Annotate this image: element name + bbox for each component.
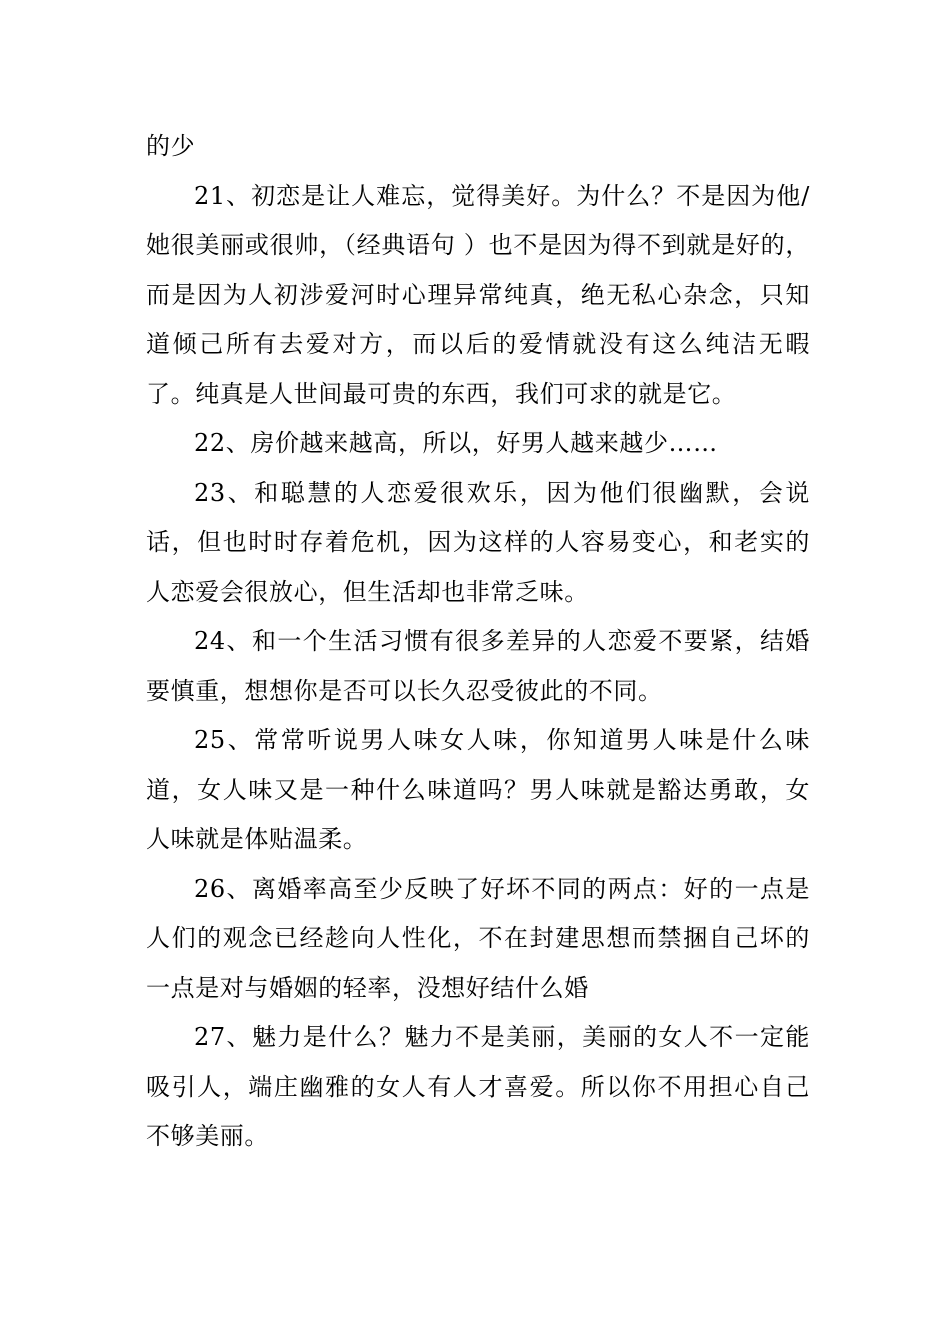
- paragraph-continuation: 的少: [146, 132, 196, 160]
- paragraph-26: 26、离婚率高至少反映了好坏不同的两点：好的一点是人们的观念已经趁向人性化，不在封建思想而禁捆自己坏的一点是对与婚姻的轻率，没想好结什么婚: [146, 874, 810, 1002]
- paragraph-25: 25、常常听说男人味女人味，你知道男人味是什么味道，女人味又是一种什么味道吗？男人味就是豁达勇敢，女人味就是体贴温柔。: [146, 726, 810, 853]
- paragraph-23: 23、和聪慧的人恋爱很欢乐，因为他们很幽默，会说话，但也时时存着危机，因为这样的人容易变心，和老实的人恋爱会很放心，但生活却也非常乏味。: [146, 478, 810, 606]
- paragraph-22: 22、房价越来越高，所以，好男人越来越少……: [194, 429, 718, 457]
- paragraph-27: 27、魅力是什么？魅力不是美丽，美丽的女人不一定能吸引人，端庄幽雅的女人有人才喜爱。所以你不用担心自己不够美丽。: [146, 1023, 810, 1150]
- body-text: [146, 122, 810, 1162]
- paragraph-24: 24、和一个生活习惯有很多差异的人恋爱不要紧，结婚要慎重，想想你是否可以长久忍受彼此的不同。: [146, 627, 810, 705]
- paragraph-21: 21、初恋是让人难忘，觉得美好。为什么？不是因为他/她很美丽或很帅，（经典语句 ）也不是因为得不到就是好的，而是因为人初涉爱河时心理异常纯真，绝无私心杂念，只知道倾己所有去爱对方，而以后的爱情就没有这么纯洁无暇了。纯真是人世间最可贵的东西，我们可求的就是它。: [146, 181, 810, 408]
